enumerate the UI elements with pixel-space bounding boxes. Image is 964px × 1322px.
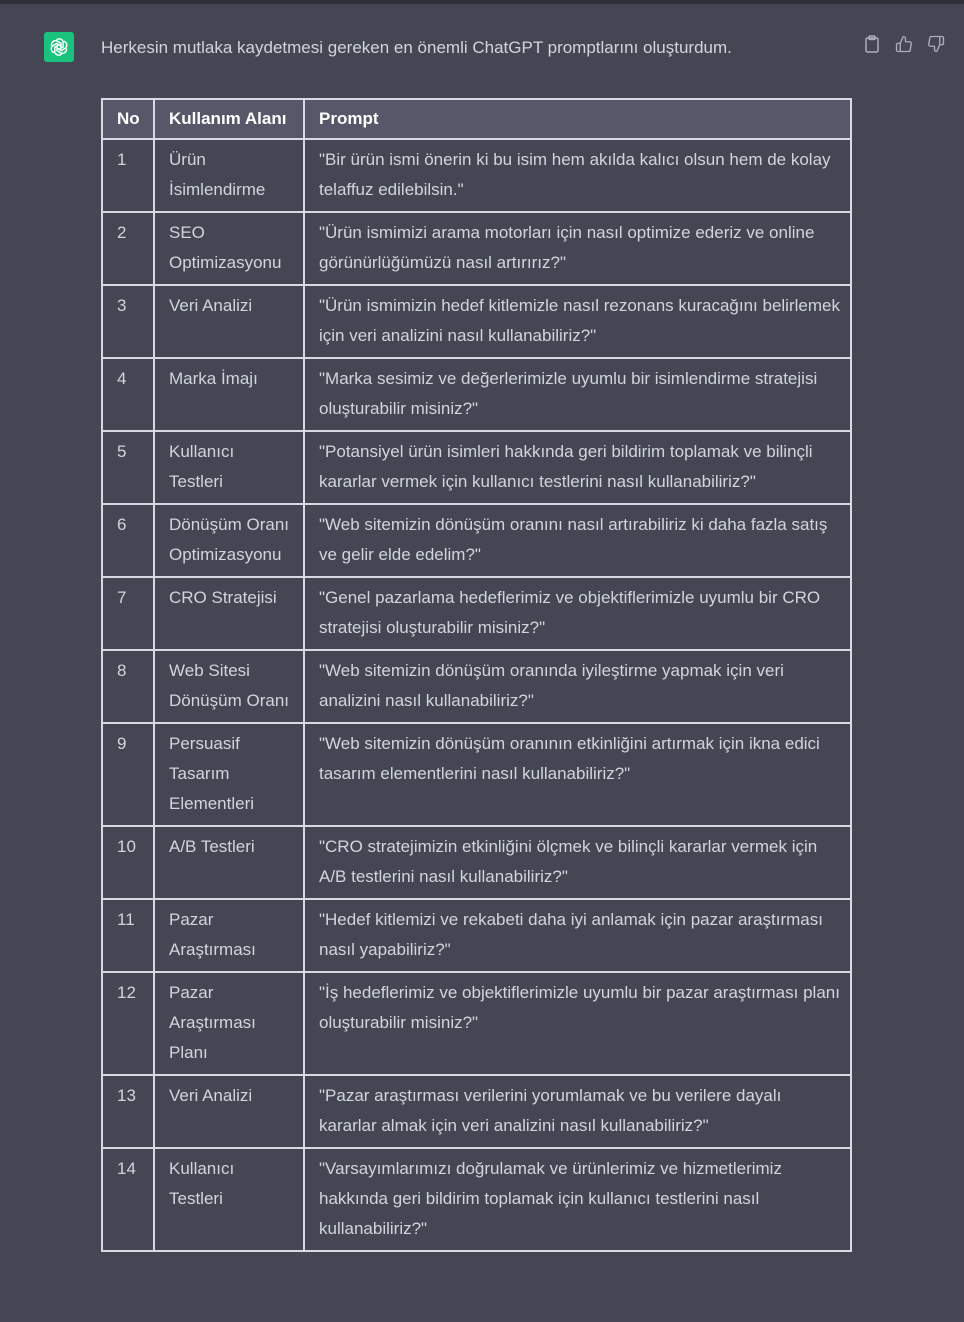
header-no: No	[102, 99, 154, 139]
cell-usage-area: Dönüşüm Oranı Optimizasyonu	[154, 504, 304, 577]
cell-usage-area: Marka İmajı	[154, 358, 304, 431]
cell-no: 3	[102, 285, 154, 358]
cell-usage-area: A/B Testleri	[154, 826, 304, 899]
cell-no: 9	[102, 723, 154, 826]
cell-usage-area: Web Sitesi Dönüşüm Oranı	[154, 650, 304, 723]
cell-no: 13	[102, 1075, 154, 1148]
cell-prompt: "Marka sesimiz ve değerlerimizle uyumlu bir isimlendirme stratejisi oluşturabilir misiniz?"	[304, 358, 851, 431]
cell-no: 1	[102, 139, 154, 212]
cell-no: 10	[102, 826, 154, 899]
table-row	[102, 1148, 851, 1251]
cell-usage-area: Kullanıcı Testleri	[154, 431, 304, 504]
table-row	[102, 577, 851, 650]
cell-no: 2	[102, 212, 154, 285]
cell-usage-area: Veri Analizi	[154, 285, 304, 358]
cell-no: 8	[102, 650, 154, 723]
assistant-message-text: Herkesin mutlaka kaydetmesi gereken en önemli ChatGPT promptlarını oluşturdum.	[101, 38, 732, 57]
table-row	[102, 826, 851, 899]
header-usage-area: Kullanım Alanı	[154, 99, 304, 139]
table-row	[102, 650, 851, 723]
openai-logo-icon	[48, 36, 70, 58]
table-row	[102, 1075, 851, 1148]
message-actions	[862, 34, 946, 54]
thumbs-down-icon	[927, 35, 945, 53]
cell-usage-area: Kullanıcı Testleri	[154, 1148, 304, 1251]
cell-usage-area: Pazar Araştırması	[154, 899, 304, 972]
cell-usage-area: Ürün İsimlendirme	[154, 139, 304, 212]
cell-prompt: "Ürün ismimizin hedef kitlemizle nasıl rezonans kuracağını belirlemek için veri analizini nasıl kullanabiliriz?"	[304, 285, 851, 358]
table-row	[102, 285, 851, 358]
table-row	[102, 504, 851, 577]
cell-prompt: "Potansiyel ürün isimleri hakkında geri bildirim toplamak ve bilinçli kararlar vermek için kullanıcı testlerini nasıl kullanabiliriz?"	[304, 431, 851, 504]
header-prompt: Prompt	[304, 99, 851, 139]
assistant-avatar	[44, 32, 74, 62]
cell-prompt: "Web sitemizin dönüşüm oranını nasıl artırabiliriz ki daha fazla satış ve gelir elde edelim?"	[304, 504, 851, 577]
cell-prompt: "Hedef kitlemizi ve rekabeti daha iyi anlamak için pazar araştırması nasıl yapabiliriz?"	[304, 899, 851, 972]
table-row	[102, 212, 851, 285]
cell-prompt: "Pazar araştırması verilerini yorumlamak ve bu verilere dayalı kararlar almak için veri analizini nasıl kullanabiliriz?"	[304, 1075, 851, 1148]
cell-prompt: "CRO stratejimizin etkinliğini ölçmek ve bilinçli kararlar vermek için A/B testlerini nasıl kullanabiliriz?"	[304, 826, 851, 899]
cell-prompt: "Ürün ismimizi arama motorları için nasıl optimize ederiz ve online görünürlüğümüzü nasıl artırırız?"	[304, 212, 851, 285]
cell-usage-area: Persuasif Tasarım Elementleri	[154, 723, 304, 826]
cell-prompt: "Web sitemizin dönüşüm oranının etkinliğini artırmak için ikna edici tasarım elementlerini nasıl kullanabiliriz?"	[304, 723, 851, 826]
table-row	[102, 139, 851, 212]
cell-prompt: "Genel pazarlama hedeflerimiz ve objektiflerimizle uyumlu bir CRO stratejisi oluşturabilir misiniz?"	[304, 577, 851, 650]
cell-no: 12	[102, 972, 154, 1075]
table-header-row	[102, 99, 851, 139]
cell-usage-area: CRO Stratejisi	[154, 577, 304, 650]
table-row	[102, 723, 851, 826]
cell-no: 7	[102, 577, 154, 650]
table-row	[102, 431, 851, 504]
cell-no: 4	[102, 358, 154, 431]
prompt-table	[101, 98, 852, 1252]
table-row	[102, 358, 851, 431]
cell-usage-area: Veri Analizi	[154, 1075, 304, 1148]
cell-usage-area: SEO Optimizasyonu	[154, 212, 304, 285]
window-top-border	[0, 0, 964, 4]
clipboard-icon	[864, 35, 880, 53]
cell-no: 14	[102, 1148, 154, 1251]
thumbs-up-button[interactable]	[894, 34, 914, 54]
cell-no: 11	[102, 899, 154, 972]
table-body	[102, 139, 851, 1251]
cell-prompt: "Web sitemizin dönüşüm oranında iyileştirme yapmak için veri analizini nasıl kullanabiliriz?"	[304, 650, 851, 723]
cell-prompt: "Varsayımlarımızı doğrulamak ve ürünlerimiz ve hizmetlerimiz hakkında geri bildirim toplamak için kullanıcı testlerini nasıl kullanabiliriz?"	[304, 1148, 851, 1251]
cell-no: 5	[102, 431, 154, 504]
copy-button[interactable]	[862, 34, 882, 54]
thumbs-down-button[interactable]	[926, 34, 946, 54]
cell-prompt: "İş hedeflerimiz ve objektiflerimizle uyumlu bir pazar araştırması planı oluşturabilir misiniz?"	[304, 972, 851, 1075]
thumbs-up-icon	[895, 35, 913, 53]
table-row	[102, 972, 851, 1075]
cell-no: 6	[102, 504, 154, 577]
cell-prompt: "Bir ürün ismi önerin ki bu isim hem akılda kalıcı olsun hem de kolay telaffuz edilebilsin."	[304, 139, 851, 212]
cell-usage-area: Pazar Araştırması Planı	[154, 972, 304, 1075]
prompt-table-container	[101, 98, 850, 1252]
table-row	[102, 899, 851, 972]
